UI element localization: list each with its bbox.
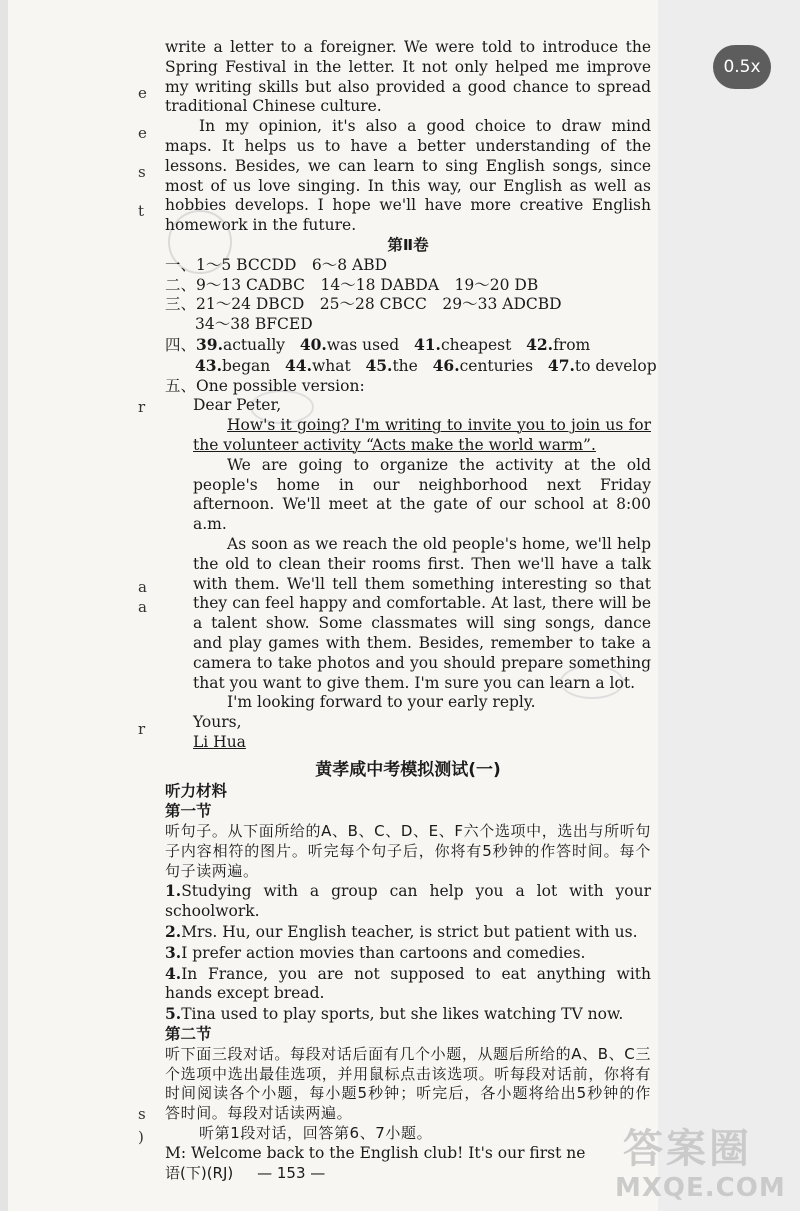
section-heading: 第二节 (165, 1025, 212, 1044)
letter-greeting: Dear Peter, (193, 396, 282, 415)
answer-row: 34～38 BFCED (195, 315, 313, 334)
site-watermark (575, 1115, 800, 1211)
watermark-url: MXQE.COM (615, 1173, 786, 1203)
section-heading: 第一节 (165, 802, 212, 821)
listening-sentence: 2.Mrs. Hu, our English teacher, is strict but patient with us. (165, 922, 638, 942)
letter-paragraph: How's it going? I'm writing to invite you to join us for the volunteer activity “Acts make the world warm”. (193, 416, 651, 454)
answer-row: 二、9～13 CADBC 14～18 DABDA 19～20 DB (165, 275, 539, 294)
previous-page-gutter: e e s t r a a r s ) (138, 84, 147, 1146)
listening-sentence: 5.Tina used to play sports, but she likes watching TV now. (165, 1004, 624, 1024)
right-margin (658, 0, 800, 1211)
watermark-logo-text: 答案圈 (623, 1126, 752, 1172)
volume-heading: 第Ⅱ卷 (387, 235, 429, 254)
letter-paragraph: I'm looking forward to your early reply. (227, 693, 536, 712)
listening-heading: 听力材料 (165, 782, 228, 801)
letter-paragraph: As soon as we reach the old people's home, we'll help the old to clean their rooms first. Then we'll have a talk with them. We'll tell them something interesting so that they can feel happy and comfortable. At last, there will be a talent show. Some classmates will sing songs, dance and play games with them. Besides, remember to take a camera to take photos and you should prepare something that you want to give them. I'm sure you can learn a lot. (193, 534, 651, 692)
listening-sentence: 3.I prefer action movies than cartoons and comedies. (165, 942, 586, 962)
dialogue-line: M: Welcome back to the English club! It's our first ne (165, 1143, 586, 1162)
answer-row: 三、21～24 DBCD 25～28 CBCC 29～33 ADCBD (165, 295, 562, 314)
model-letter (165, 396, 651, 752)
footer-book-label: 语(下)(RJ) (165, 1164, 234, 1182)
exam-title: 黄孝咸中考模拟测试(一) (315, 759, 501, 780)
essay-paragraph: In my opinion, it's also a good choice to draw mind maps. It helps us to have a better understanding of the lessons. Besides, we can learn to sing English songs, since most of us love singing. In this way, our English as well as hobbies develops. I hope we'll have more creative English homework in the future. (165, 117, 651, 235)
letter-closing: Yours, (193, 713, 242, 732)
instructions: 听下面三段对话。每段对话后面有几个小题，从题后所给的A、B、C三个选项中选出最佳选项，并用鼠标点击该选项。听每段对话前，你将有时间阅读各个小题，每小题5秒钟；听完后，各小题将给出5秒钟的作答时间。每段对话读两遍。 (165, 1044, 651, 1123)
writing-label: 五、One possible version: (165, 376, 365, 395)
left-edge (0, 0, 8, 1211)
listening-sentence: 1.Studying with a group can help you a lot with your schoolwork. (165, 881, 651, 921)
dialogue-intro: 听第1段对话，回答第6、7小题。 (199, 1124, 433, 1143)
fill-answer-row: 四、39.actually 40.was used 41.cheapest 42.from (165, 334, 591, 354)
letter-signature: Li Hua (193, 732, 246, 751)
page-number: — 153 — (257, 1164, 326, 1182)
fill-answer-row: 43.began 44.what 45.the 46.centuries 47.to develop (195, 355, 657, 375)
page-footer (165, 1162, 325, 1183)
essay-paragraph: write a letter to a foreigner. We were told to introduce the Spring Festival in the letter. It not only helped me improve my writing skills but also provided a good chance to spread traditional Chinese culture. (165, 38, 651, 116)
instructions: 听句子。从下面所给的A、B、C、D、E、F六个选项中，选出与所听句子内容相符的图片。听完每个句子后，你将有5秒钟的作答时间。每个句子读两遍。 (165, 822, 651, 880)
zoom-level-badge[interactable]: 0.5x (713, 45, 771, 89)
listening-sentence: 4.In France, you are not supposed to eat anything with hands except bread. (165, 963, 651, 1003)
letter-paragraph: We are going to organize the activity at the old people's home in our neighborhood next Friday afternoon. We'll meet at the gate of our school at 8:00 a.m. (193, 455, 651, 534)
answer-row: 一、1～5 BCCDD 6～8 ABD (165, 255, 388, 274)
page-content (165, 38, 657, 1164)
